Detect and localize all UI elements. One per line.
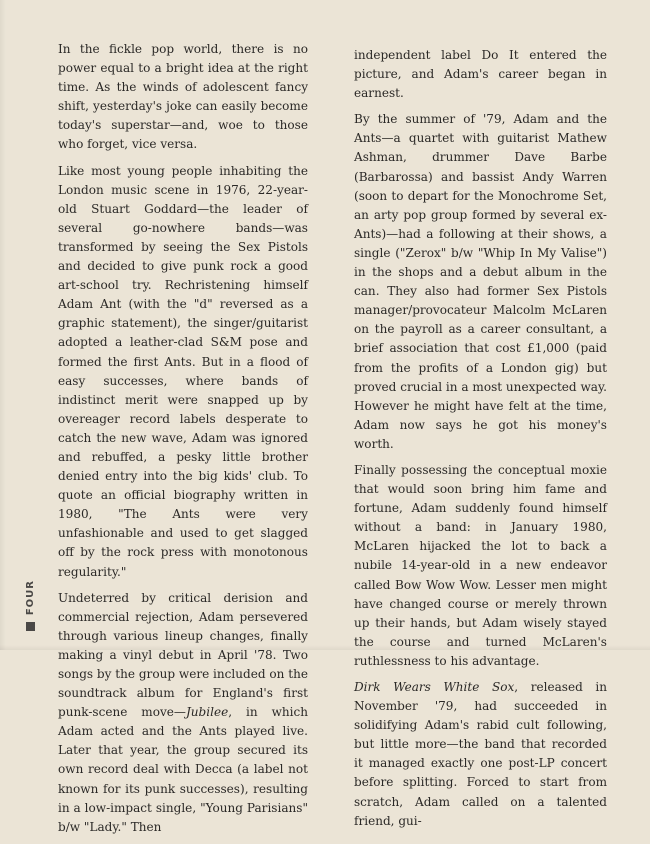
- paragraph-text: , released in November '79, had succeeded in solidifying Adam's rabid cult following, but little more—the band that recorded it managed exactly one post-LP concert before splitting. Forced to start from scratch, Adam called on a talented friend, gui-: [354, 680, 607, 828]
- paragraph-band-loss: Finally possessing the conceptual moxie that would soon bring him fame and fortune, Adam suddenly found himself without a band: in January 1980, McLaren hijacked the lot to back a nubile 14-year-old in a new endeavor called Bow Wow Wow. Lesser men might have changed course or merely thrown up their hands, but Adam wisely stayed the course and turned McLaren's ruthlessness to his advantage.: [354, 462, 607, 668]
- paragraph-text: Undeterred by critical derision and commercial rejection, Adam persevered through various lineup changes, finally making a vinyl debut in April '78. Two songs by the group were included on the soundtrack album for England's first punk-scene move—: [58, 590, 308, 720]
- left-text-column: [58, 40, 308, 844]
- paragraph-text: , in which Adam acted and the Ants played live. Later that year, the group secured its own record deal with Decca (a label not known for its punk successes), resulting in a low-impact single, "Young Parisians" b/w "Lady." Then: [58, 705, 308, 834]
- paragraph-lineup: By the summer of '79, Adam and the Ants—a quartet with guitarist Mathew Ashman, drummer Dave Barbe (Barbarossa) and bassist Andy Warren (soon to depart for the Monochrome Set, an arty pop group formed by several ex-Ants)—had a following at their shows, a single ("Zerox" b/w "Whip In My Valise") in the shops and a debut album in the can. They also had former Sex Pistols manager/provocateur Malcolm McLaren on the payroll as a career consultant, a brief association that cost £1,000 (paid from the profits of a London gig) but proved crucial in a most unexpected way. However he might have felt at the time, Adam now says he got his money's worth.: [354, 112, 607, 451]
- paragraph-early-career: Like most young people inhabiting the London music scene in 1976, 22-year-old Stuart Goddard—the leader of several go-nowhere bands—was transformed by seeing the Sex Pistols and decided to give punk rock a good art-school try. Rechristening himself Adam Ant (with the "d" reversed as a graphic statement), the singer/guitarist adopted a leather-clad S&M pose and formed the first Ants. But in a flood of easy successes, where bands of indistinct merit were snapped up by overeager record labels desperate to catch the new wave, Adam was ignored and rebuffed, a pesky little brother denied entry into the big kids' club. To quote an official biography written in 1980, "The Ants were very unfashionable and used to get slagged off by the rock press with monotonous regularity.": [58, 163, 308, 579]
- film-title: Jubilee: [185, 705, 229, 720]
- paragraph-first-records: [58, 589, 308, 837]
- paragraph-debut-album: [354, 678, 607, 831]
- album-title: Dirk Wears White Sox: [354, 680, 515, 694]
- section-label: FOUR: [25, 580, 36, 616]
- page-section-marker: [23, 580, 37, 632]
- paragraph-continued: independent label Do It entered the picture, and Adam's career began in earnest.: [354, 48, 607, 101]
- square-bullet-icon: [26, 622, 35, 631]
- right-text-column: [354, 46, 607, 838]
- paragraph-intro: In the fickle pop world, there is no power equal to a bright idea at the right time. As the winds of adolescent fancy shift, yesterday's joke can easily become today's superstar—and, woe to those who forget, vice versa.: [58, 42, 308, 152]
